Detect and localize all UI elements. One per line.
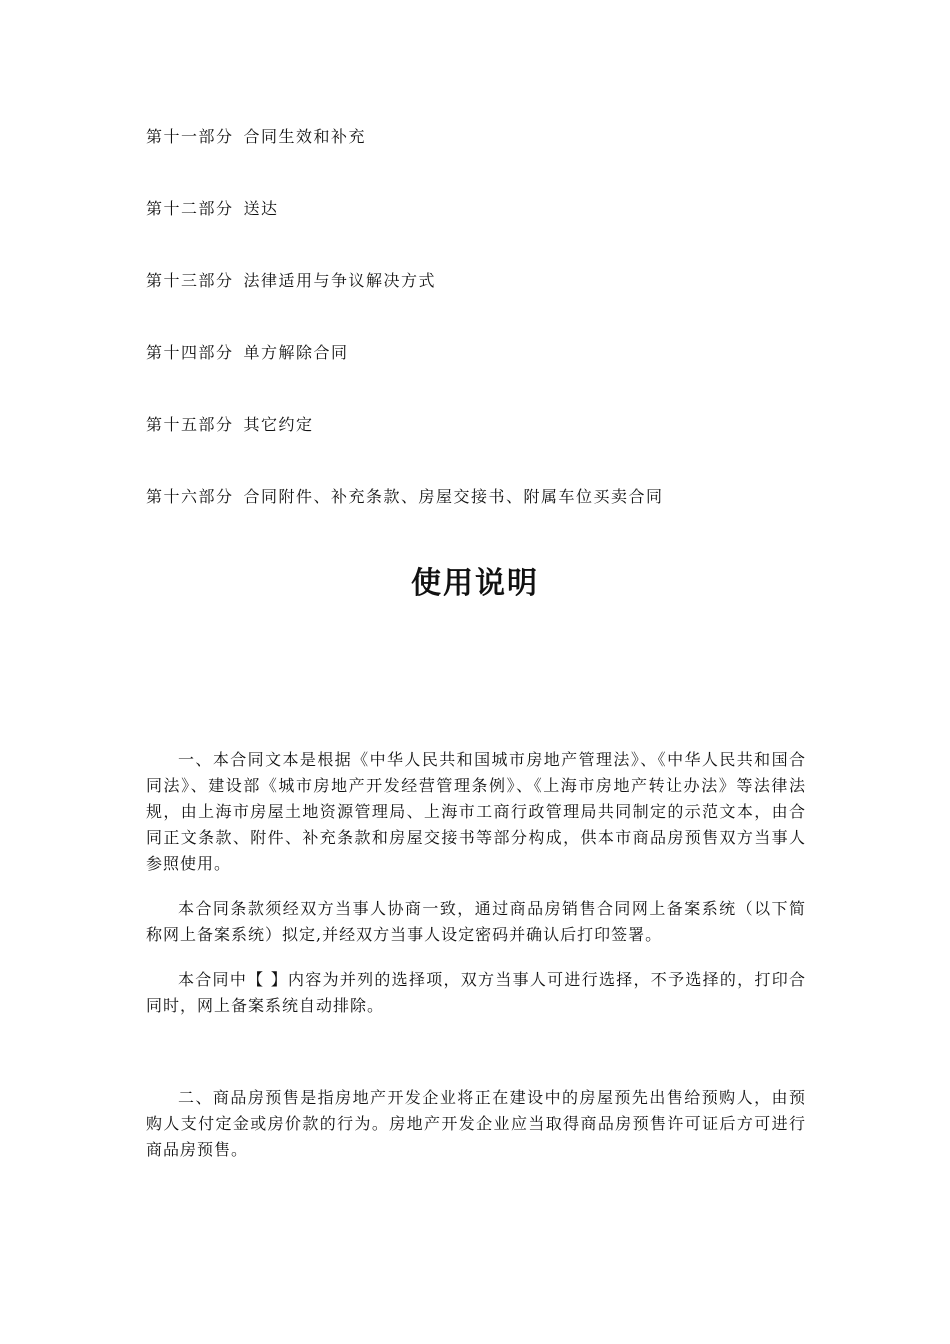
toc-item	[146, 410, 826, 482]
toc-part-title: 合同附件、补充条款、房屋交接书、附属车位买卖合同	[243, 487, 664, 506]
toc-item	[146, 338, 826, 410]
paragraph-selection-items: 本合同中【 】内容为并列的选择项，双方当事人可进行选择，不予选择的，打印合同时，网上备案系统自动排除。	[146, 970, 806, 1015]
paragraph-intro: 一、本合同文本是根据《中华人民共和国城市房地产管理法》、《中华人民共和国合同法》、建设部《城市房地产开发经营管理条例》、《上海市房地产转让办法》等法律法规，由上海市房屋土地资源管理局、上海市工商行政管理局共同制定的示范文本，由合同正文条款、附件、补充条款和房屋交接书等部分构成，供本市商品房预售双方当事人参照使用。	[146, 750, 806, 873]
toc-part-title: 其它约定	[243, 415, 314, 434]
toc-part-title: 合同生效和补充	[243, 127, 367, 146]
section-title: 使用说明	[411, 566, 539, 601]
toc-item	[146, 482, 826, 554]
paragraph-online-filing: 本合同条款须经双方当事人协商一致，通过商品房销售合同网上备案系统（以下简称网上备案系统）拟定,并经双方当事人设定密码并确认后打印签署。	[146, 899, 806, 944]
toc-item	[146, 266, 826, 338]
toc-item	[146, 122, 826, 194]
toc-part-number: 第十五部分	[146, 415, 234, 434]
toc-part-title: 送达	[243, 199, 279, 218]
toc-item	[146, 194, 826, 266]
toc-part-title: 法律适用与争议解决方式	[243, 271, 437, 290]
table-of-contents	[146, 122, 826, 554]
toc-part-number: 第十二部分	[146, 199, 234, 218]
toc-part-number: 第十一部分	[146, 127, 234, 146]
toc-part-number: 第十六部分	[146, 487, 234, 506]
toc-part-title: 单方解除合同	[243, 343, 349, 362]
toc-part-number: 第十四部分	[146, 343, 234, 362]
paragraph-presale-definition: 二、商品房预售是指房地产开发企业将正在建设中的房屋预先出售给预购人，由预购人支付定金或房价款的行为。房地产开发企业应当取得商品房预售许可证后方可进行商品房预售。	[146, 1088, 806, 1159]
toc-part-number: 第十三部分	[146, 271, 234, 290]
